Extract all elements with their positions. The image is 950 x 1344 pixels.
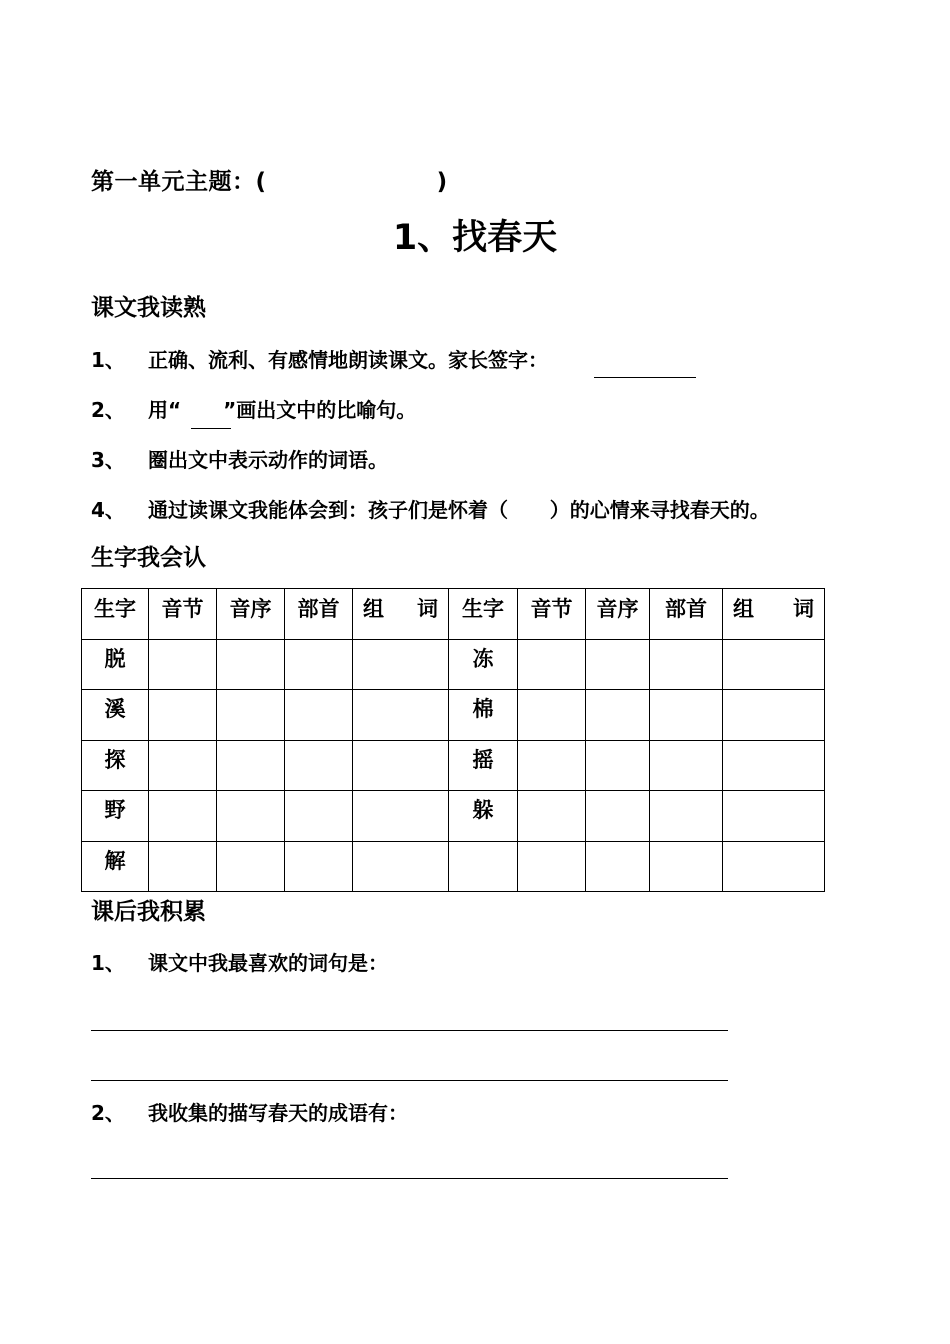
header-cell: 音序 <box>586 589 650 640</box>
section-title-accumulate: 课后我积累 <box>91 899 206 925</box>
answer-cell[interactable] <box>217 791 285 842</box>
item-number: 1、 <box>91 348 125 372</box>
section-title-read: 课文我读熟 <box>91 295 206 321</box>
answer-cell[interactable] <box>217 690 285 741</box>
char-cell: 棉 <box>449 690 518 741</box>
answer-cell[interactable] <box>285 841 353 892</box>
char-cell: 野 <box>82 791 149 842</box>
answer-cell[interactable] <box>723 690 825 741</box>
item-number: 1、 <box>91 951 125 975</box>
underline-sample <box>191 412 231 429</box>
answer-cell[interactable] <box>149 690 217 741</box>
item-number: 2、 <box>91 1101 125 1125</box>
answer-cell[interactable] <box>285 690 353 741</box>
answer-cell[interactable] <box>149 791 217 842</box>
answer-cell[interactable] <box>650 740 723 791</box>
header-cell: 生字 <box>82 589 149 640</box>
header-cell: 音序 <box>217 589 285 640</box>
parent-signature-blank[interactable] <box>594 360 696 378</box>
answer-line[interactable] <box>91 1080 728 1081</box>
character-table <box>81 588 825 892</box>
answer-cell[interactable] <box>650 841 723 892</box>
answer-cell[interactable] <box>518 690 586 741</box>
table-header-row <box>82 589 825 640</box>
table-row <box>82 740 825 791</box>
answer-cell[interactable] <box>586 690 650 741</box>
char-cell: 溪 <box>82 690 149 741</box>
answer-cell[interactable] <box>285 791 353 842</box>
char-cell: 解 <box>82 841 149 892</box>
table-row <box>82 791 825 842</box>
answer-cell[interactable] <box>353 841 449 892</box>
header-cell-zuci: 组 词 <box>353 589 449 640</box>
answer-cell[interactable] <box>353 791 449 842</box>
answer-cell[interactable] <box>586 791 650 842</box>
char-cell: 脱 <box>82 639 149 690</box>
answer-cell[interactable] <box>353 639 449 690</box>
item-text: 我收集的描写春天的成语有： <box>148 1101 408 1125</box>
item-text-a: 用“ <box>148 398 182 422</box>
answer-line[interactable] <box>91 1030 728 1031</box>
answer-cell[interactable] <box>586 639 650 690</box>
answer-cell[interactable] <box>650 690 723 741</box>
read-item-4 <box>91 494 770 523</box>
read-item-2 <box>91 394 416 423</box>
answer-cell[interactable] <box>650 639 723 690</box>
char-cell <box>449 841 518 892</box>
answer-cell[interactable] <box>723 740 825 791</box>
item-text: 圈出文中表示动作的词语。 <box>148 448 388 472</box>
read-item-3 <box>91 444 388 473</box>
answer-cell[interactable] <box>149 740 217 791</box>
answer-cell[interactable] <box>518 791 586 842</box>
answer-cell[interactable] <box>518 841 586 892</box>
answer-cell[interactable] <box>353 690 449 741</box>
answer-cell[interactable] <box>285 740 353 791</box>
answer-cell[interactable] <box>217 740 285 791</box>
answer-cell[interactable] <box>518 639 586 690</box>
table-row <box>82 639 825 690</box>
answer-cell[interactable] <box>723 841 825 892</box>
item-number: 3、 <box>91 448 125 472</box>
answer-cell[interactable] <box>149 639 217 690</box>
answer-cell[interactable] <box>149 841 217 892</box>
table-row <box>82 841 825 892</box>
char-cell: 冻 <box>449 639 518 690</box>
answer-cell[interactable] <box>217 639 285 690</box>
char-cell: 摇 <box>449 740 518 791</box>
unit-title: 第一单元主题：( ) <box>91 169 448 195</box>
accumulate-item-2 <box>91 1097 408 1126</box>
item-text: 课文中我最喜欢的词句是： <box>148 951 388 975</box>
answer-cell[interactable] <box>518 740 586 791</box>
answer-cell[interactable] <box>650 791 723 842</box>
header-cell: 部首 <box>650 589 723 640</box>
answer-line[interactable] <box>91 1178 728 1179</box>
header-cell: 音节 <box>518 589 586 640</box>
answer-cell[interactable] <box>586 740 650 791</box>
section-title-characters: 生字我会认 <box>91 545 206 571</box>
item-text-b: ”画出文中的比喻句。 <box>223 398 417 422</box>
item-number: 4、 <box>91 498 125 522</box>
header-cell: 音节 <box>149 589 217 640</box>
accumulate-item-1 <box>91 947 388 976</box>
item-text: 通过读课文我能体会到：孩子们是怀着（ ）的心情来寻找春天的。 <box>148 498 770 522</box>
answer-cell[interactable] <box>353 740 449 791</box>
header-cell-zuci: 组 词 <box>723 589 825 640</box>
header-cell: 部首 <box>285 589 353 640</box>
char-cell: 躲 <box>449 791 518 842</box>
read-item-1 <box>91 344 548 373</box>
lesson-title: 1、找春天 <box>392 218 558 258</box>
table-row <box>82 690 825 741</box>
item-number: 2、 <box>91 398 125 422</box>
header-cell: 生字 <box>449 589 518 640</box>
item-text: 正确、流利、有感情地朗读课文。家长签字： <box>148 348 548 372</box>
answer-cell[interactable] <box>217 841 285 892</box>
answer-cell[interactable] <box>723 639 825 690</box>
answer-cell[interactable] <box>285 639 353 690</box>
answer-cell[interactable] <box>586 841 650 892</box>
char-cell: 探 <box>82 740 149 791</box>
answer-cell[interactable] <box>723 791 825 842</box>
